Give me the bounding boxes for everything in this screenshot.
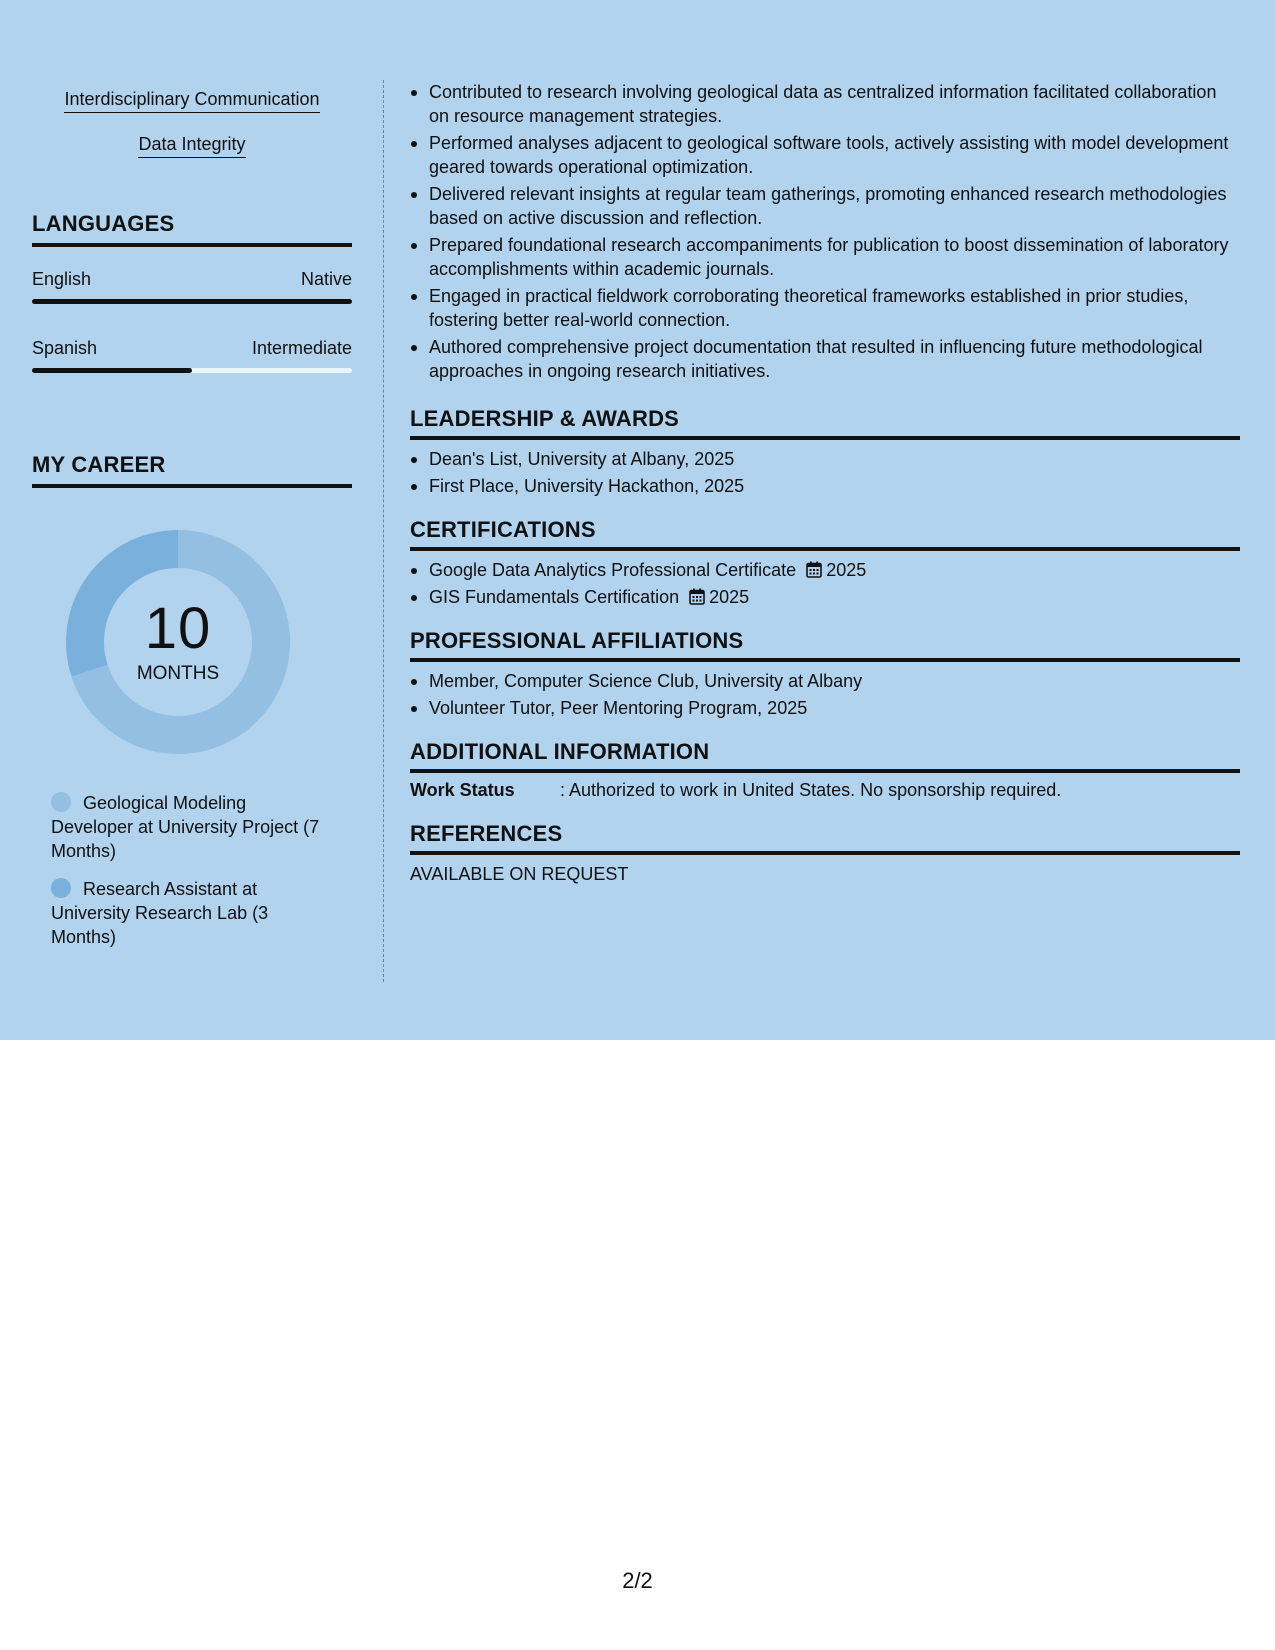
career-heading: MY CAREER xyxy=(32,452,352,488)
experience-bullet-list xyxy=(410,80,1240,383)
language-proficiency-fill xyxy=(32,368,192,373)
languages-heading: LANGUAGES xyxy=(32,211,352,247)
leadership-item: Dean's List, University at Albany, 2025 xyxy=(410,447,1240,471)
language-name: English xyxy=(32,269,92,289)
page-number: 2/2 xyxy=(622,1568,653,1593)
language-proficiency-fill xyxy=(32,299,352,304)
skill-label: Interdisciplinary Communication xyxy=(64,88,319,113)
references-text: AVAILABLE ON REQUEST xyxy=(410,864,629,884)
language-level: Intermediate xyxy=(251,338,352,358)
language-level: Native xyxy=(300,269,352,289)
certifications-heading: CERTIFICATIONS xyxy=(410,517,1240,551)
legend-label: Research Assistant at University Research Lab (3 Months) xyxy=(51,879,269,947)
work-status-value: : Authorized to work in United States. No sponsorship required. xyxy=(560,780,1062,800)
career-donut-chart xyxy=(66,530,290,754)
certification-year: 2025 xyxy=(826,560,867,580)
leadership-item: First Place, University Hackathon, 2025 xyxy=(410,474,1240,498)
experience-bullet: Contributed to research involving geological data as centralized information facilitated collaboration on resource management strategies. xyxy=(410,80,1240,128)
legend-dot xyxy=(51,792,71,812)
affiliations-list xyxy=(410,669,1240,720)
language-proficiency-bar xyxy=(32,299,352,304)
leadership-list xyxy=(410,447,1240,498)
affiliation-item: Member, Computer Science Club, University at Albany xyxy=(410,669,1240,693)
experience-bullet: Prepared foundational research accompaniments for publication to boost dissemination of laboratory accomplishments within academic journals. xyxy=(410,233,1240,281)
skill-label: Data Integrity xyxy=(138,133,245,158)
language-name: Spanish xyxy=(32,338,98,358)
certification-item xyxy=(410,585,1240,609)
skill-item xyxy=(32,88,352,113)
experience-bullet: Engaged in practical fieldwork corroborating theoretical frameworks established in prior studies, fostering better real-world connection. xyxy=(410,284,1240,332)
career-total-unit: MONTHS xyxy=(136,663,220,684)
certification-item xyxy=(410,558,1240,582)
donut-center-label xyxy=(66,530,290,754)
affiliation-item: Volunteer Tutor, Peer Mentoring Program, 2025 xyxy=(410,696,1240,720)
career-legend-item xyxy=(51,791,331,863)
affiliations-heading: PROFESSIONAL AFFILIATIONS xyxy=(410,628,1240,662)
column-divider xyxy=(383,80,384,982)
career-legend-item xyxy=(51,877,331,949)
experience-bullet: Performed analyses adjacent to geological software tools, actively assisting with model development geared towards operational optimization. xyxy=(410,131,1240,179)
calendar-icon xyxy=(806,561,822,578)
work-status-row xyxy=(410,778,1061,802)
certification-name: Google Data Analytics Professional Certificate xyxy=(429,560,797,580)
language-proficiency-bar xyxy=(32,368,352,373)
certifications-list xyxy=(410,558,1240,609)
language-row xyxy=(32,337,352,359)
career-total-value: 10 xyxy=(144,596,212,661)
legend-label: Geological Modeling Developer at University Project (7 Months) xyxy=(51,793,320,861)
experience-bullet: Delivered relevant insights at regular team gatherings, promoting enhanced research methodologies based on active discussion and reflection. xyxy=(410,182,1240,230)
additional-info-heading: ADDITIONAL INFORMATION xyxy=(410,739,1240,773)
legend-dot xyxy=(51,878,71,898)
work-status-label: Work Status xyxy=(410,780,515,800)
references-heading: REFERENCES xyxy=(410,821,1240,855)
certification-name: GIS Fundamentals Certification xyxy=(429,587,680,607)
experience-bullet: Authored comprehensive project documentation that resulted in influencing future methodological approaches in ongoing research initiatives. xyxy=(410,335,1240,383)
leadership-heading: LEADERSHIP & AWARDS xyxy=(410,406,1240,440)
calendar-icon xyxy=(689,588,705,605)
language-row xyxy=(32,268,352,290)
certification-year: 2025 xyxy=(709,587,750,607)
skill-item xyxy=(32,133,352,158)
